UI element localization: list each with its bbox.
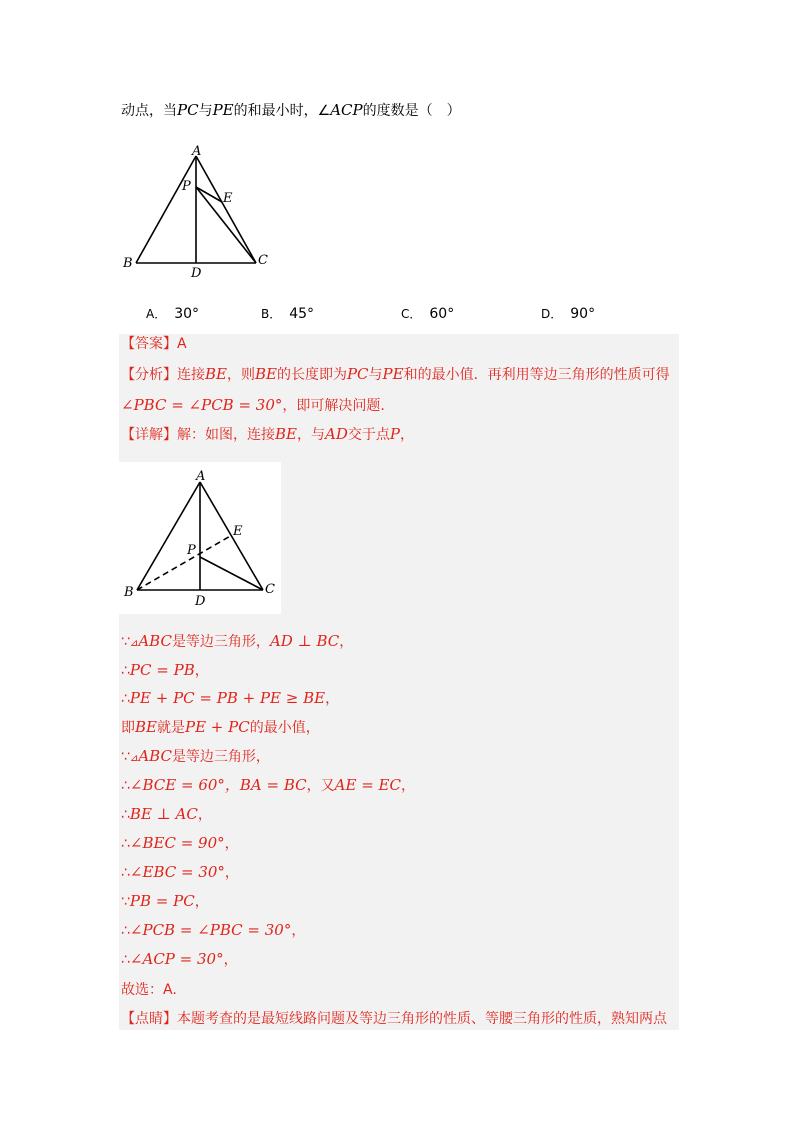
figure-triangle-1: [118, 140, 278, 280]
step-line-9: ∴∠EBC = 30°，: [121, 863, 239, 881]
answer-line: 【答案】A: [121, 336, 187, 352]
figure-triangle-2: [119, 462, 281, 614]
fig2-label-d: D: [195, 594, 206, 609]
analysis-line-2: ∠PBC = ∠PCB = 30°，即可解决问题.: [121, 396, 385, 414]
step-line-3: ∴PE + PC = PB + PE ≥ BE，: [121, 689, 340, 707]
fig2-label-p: P: [187, 543, 196, 558]
fig1-label-b: B: [123, 256, 133, 271]
step-line-6: ∴∠BCE = 60°，BA = BC，又AE = EC，: [121, 776, 415, 794]
choice-c[interactable]: C． 60°: [401, 306, 455, 322]
analysis-line-1: 【分析】连接BE，则BE的长度即为PC与PE和的最小值．再利用等边三角形的性质可得: [121, 365, 670, 383]
choice-b[interactable]: B． 45°: [261, 306, 315, 322]
step-line-10: ∵PB = PC，: [121, 892, 209, 910]
fig1-label-p: P: [182, 179, 191, 194]
step-line-12: ∴∠ACP = 30°，: [121, 950, 238, 968]
step-line-2: ∴PC = PB，: [121, 661, 209, 679]
fig2-label-e: E: [233, 524, 243, 539]
comment-line: 【点睛】本题考查的是最短线路问题及等边三角形的性质、等腰三角形的性质，熟知两点: [121, 1011, 667, 1027]
fig2-label-b: B: [124, 585, 134, 600]
fig1-label-e: E: [223, 191, 233, 206]
step-line-5: ∵⊿ABC是等边三角形，: [121, 747, 270, 765]
step-line-1: ∵⊿ABC是等边三角形，AD ⊥ BC，: [121, 632, 354, 650]
conclusion-line: 故选：A.: [121, 982, 177, 998]
fig2-label-a: A: [196, 469, 206, 484]
fig1-label-a: A: [192, 144, 202, 159]
step-line-4: 即BE就是PE + PC的最小值，: [121, 718, 320, 736]
choice-a[interactable]: A． 30°: [146, 306, 200, 322]
fig1-label-d: D: [191, 266, 202, 280]
question-line: 动点，当PC与PE的和最小时，∠ACP的度数是（ ）: [121, 101, 461, 119]
choice-d[interactable]: D． 90°: [541, 306, 596, 322]
fig2-label-c: C: [265, 582, 275, 597]
step-line-7: ∴BE ⊥ AC，: [121, 805, 212, 823]
step-line-11: ∴∠PCB = ∠PBC = 30°，: [121, 921, 306, 939]
fig1-label-c: C: [258, 253, 268, 268]
detail-line: 【详解】解：如图，连接BE，与AD交于点P，: [121, 425, 414, 443]
step-line-8: ∴∠BEC = 90°，: [121, 834, 239, 852]
